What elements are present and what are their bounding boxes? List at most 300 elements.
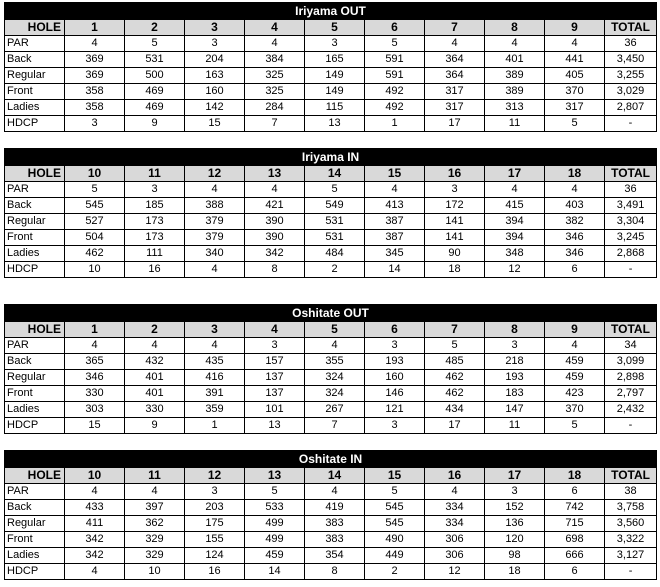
value-cell: 4 (305, 484, 365, 500)
value-cell: 136 (485, 516, 545, 532)
scorecard-oshitate-out (4, 304, 657, 434)
value-cell: 387 (365, 214, 425, 230)
value-cell: 387 (365, 230, 425, 246)
value-cell: 369 (65, 68, 125, 84)
total-cell: - (605, 418, 657, 434)
total-cell: 2,807 (605, 100, 657, 116)
table-row-back (5, 354, 657, 370)
value-cell: 334 (425, 500, 485, 516)
value-cell: 419 (305, 500, 365, 516)
hole-number: 1 (65, 20, 125, 36)
value-cell: 504 (65, 230, 125, 246)
value-cell: 5 (545, 418, 605, 434)
row-label: Regular (5, 214, 65, 230)
total-cell: 3,099 (605, 354, 657, 370)
value-cell: 14 (245, 564, 305, 580)
value-cell: 364 (425, 68, 485, 84)
row-label: Front (5, 532, 65, 548)
course-title: Iriyama IN (5, 149, 657, 166)
total-header: TOTAL (605, 166, 657, 182)
value-cell: 388 (185, 198, 245, 214)
scorecard-iriyama-in (4, 148, 657, 278)
total-cell: 3,758 (605, 500, 657, 516)
value-cell: 193 (485, 370, 545, 386)
value-cell: 462 (425, 386, 485, 402)
total-cell: 2,868 (605, 246, 657, 262)
value-cell: 330 (125, 402, 185, 418)
value-cell: 666 (545, 548, 605, 564)
value-cell: 324 (305, 370, 365, 386)
value-cell: 462 (425, 370, 485, 386)
row-label: Regular (5, 68, 65, 84)
hole-number: 14 (305, 468, 365, 484)
value-cell: 12 (425, 564, 485, 580)
value-cell: 306 (425, 548, 485, 564)
value-cell: 379 (185, 230, 245, 246)
total-cell: 38 (605, 484, 657, 500)
value-cell: 362 (125, 516, 185, 532)
value-cell: 204 (185, 52, 245, 68)
table-row-hdcp (5, 262, 657, 278)
row-label: PAR (5, 36, 65, 52)
hole-number: 8 (485, 322, 545, 338)
value-cell: 149 (305, 68, 365, 84)
value-cell: 124 (185, 548, 245, 564)
value-cell: 370 (545, 402, 605, 418)
value-cell: 324 (305, 386, 365, 402)
value-cell: 6 (545, 564, 605, 580)
value-cell: 3 (485, 484, 545, 500)
value-cell: 492 (365, 100, 425, 116)
value-cell: 203 (185, 500, 245, 516)
value-cell: 527 (65, 214, 125, 230)
value-cell: 157 (245, 354, 305, 370)
value-cell: 459 (245, 548, 305, 564)
value-cell: 137 (245, 370, 305, 386)
row-label: Back (5, 354, 65, 370)
value-cell: 4 (65, 36, 125, 52)
hole-number: 7 (425, 20, 485, 36)
row-label: HDCP (5, 262, 65, 278)
total-header: TOTAL (605, 20, 657, 36)
value-cell: 459 (545, 370, 605, 386)
value-cell: 3 (425, 182, 485, 198)
value-cell: 3 (485, 338, 545, 354)
value-cell: 490 (365, 532, 425, 548)
value-cell: 533 (245, 500, 305, 516)
table-row-par (5, 338, 657, 354)
value-cell: 4 (65, 564, 125, 580)
row-label: Back (5, 52, 65, 68)
value-cell: 435 (185, 354, 245, 370)
total-header: TOTAL (605, 468, 657, 484)
value-cell: 141 (425, 214, 485, 230)
value-cell: 3 (185, 36, 245, 52)
value-cell: 4 (125, 338, 185, 354)
value-cell: 18 (425, 262, 485, 278)
table-row-par (5, 484, 657, 500)
hole-number: 10 (65, 468, 125, 484)
value-cell: 175 (185, 516, 245, 532)
value-cell: 4 (305, 338, 365, 354)
row-label: Front (5, 386, 65, 402)
value-cell: 365 (65, 354, 125, 370)
value-cell: 2 (365, 564, 425, 580)
table-row-par (5, 36, 657, 52)
total-cell: 3,322 (605, 532, 657, 548)
table-row-ladies (5, 402, 657, 418)
total-cell: 36 (605, 36, 657, 52)
value-cell: 141 (425, 230, 485, 246)
row-label: Back (5, 500, 65, 516)
value-cell: 469 (125, 100, 185, 116)
value-cell: 13 (305, 116, 365, 132)
value-cell: 12 (485, 262, 545, 278)
value-cell: 370 (545, 84, 605, 100)
value-cell: 160 (365, 370, 425, 386)
value-cell: 346 (65, 370, 125, 386)
table-row-ladies (5, 548, 657, 564)
value-cell: 121 (365, 402, 425, 418)
hole-number: 3 (185, 322, 245, 338)
course-title: Oshitate IN (5, 451, 657, 468)
total-cell: 3,029 (605, 84, 657, 100)
total-cell: 2,432 (605, 402, 657, 418)
value-cell: 137 (245, 386, 305, 402)
value-cell: 120 (485, 532, 545, 548)
value-cell: 2 (305, 262, 365, 278)
value-cell: 591 (365, 68, 425, 84)
hole-number: 1 (65, 322, 125, 338)
value-cell: 354 (305, 548, 365, 564)
hole-number: 9 (545, 322, 605, 338)
value-cell: 16 (185, 564, 245, 580)
value-cell: 8 (305, 564, 365, 580)
hole-header: HOLE (5, 322, 65, 338)
value-cell: 325 (245, 68, 305, 84)
row-label: Regular (5, 516, 65, 532)
value-cell: 394 (485, 214, 545, 230)
value-cell: 152 (485, 500, 545, 516)
hole-number: 2 (125, 322, 185, 338)
value-cell: 17 (425, 116, 485, 132)
value-cell: 383 (305, 516, 365, 532)
value-cell: 499 (245, 516, 305, 532)
value-cell: 4 (545, 36, 605, 52)
value-cell: 4 (65, 338, 125, 354)
value-cell: 401 (485, 52, 545, 68)
table-row-par (5, 182, 657, 198)
value-cell: 6 (545, 262, 605, 278)
value-cell: 4 (65, 484, 125, 500)
hole-header: HOLE (5, 166, 65, 182)
value-cell: 5 (305, 182, 365, 198)
hole-number: 4 (245, 322, 305, 338)
row-label: Ladies (5, 548, 65, 564)
value-cell: 383 (305, 532, 365, 548)
value-cell: 403 (545, 198, 605, 214)
value-cell: 342 (65, 548, 125, 564)
table-row-back (5, 500, 657, 516)
total-cell: 2,898 (605, 370, 657, 386)
value-cell: 3 (365, 418, 425, 434)
value-cell: 345 (365, 246, 425, 262)
row-label: HDCP (5, 418, 65, 434)
value-cell: 5 (545, 116, 605, 132)
value-cell: 342 (245, 246, 305, 262)
hole-number: 6 (365, 322, 425, 338)
row-label: Ladies (5, 246, 65, 262)
value-cell: 101 (245, 402, 305, 418)
hole-number: 16 (425, 166, 485, 182)
value-cell: 416 (185, 370, 245, 386)
hole-number: 17 (485, 166, 545, 182)
hole-number: 15 (365, 166, 425, 182)
value-cell: 413 (365, 198, 425, 214)
value-cell: 4 (185, 182, 245, 198)
value-cell: 11 (485, 116, 545, 132)
value-cell: 18 (485, 564, 545, 580)
value-cell: 459 (545, 354, 605, 370)
row-label: Back (5, 198, 65, 214)
value-cell: 3 (185, 484, 245, 500)
value-cell: 313 (485, 100, 545, 116)
hole-number: 9 (545, 20, 605, 36)
total-cell: - (605, 116, 657, 132)
value-cell: 15 (65, 418, 125, 434)
value-cell: 5 (365, 484, 425, 500)
header-row (5, 166, 657, 182)
value-cell: 391 (185, 386, 245, 402)
value-cell: 369 (65, 52, 125, 68)
value-cell: 185 (125, 198, 185, 214)
value-cell: 549 (305, 198, 365, 214)
value-cell: 698 (545, 532, 605, 548)
value-cell: 4 (365, 182, 425, 198)
value-cell: 3 (245, 338, 305, 354)
table-row-ladies (5, 246, 657, 262)
value-cell: 90 (425, 246, 485, 262)
value-cell: 441 (545, 52, 605, 68)
row-label: Ladies (5, 402, 65, 418)
scorecard-oshitate-in (4, 450, 657, 580)
value-cell: 8 (245, 262, 305, 278)
value-cell: 4 (545, 182, 605, 198)
hole-number: 14 (305, 166, 365, 182)
value-cell: 13 (245, 418, 305, 434)
value-cell: 389 (485, 84, 545, 100)
table-row-regular (5, 214, 657, 230)
value-cell: 193 (365, 354, 425, 370)
scorecard-iriyama-out (4, 2, 657, 132)
value-cell: 284 (245, 100, 305, 116)
value-cell: 1 (365, 116, 425, 132)
total-cell: 3,245 (605, 230, 657, 246)
value-cell: 492 (365, 84, 425, 100)
total-cell: - (605, 262, 657, 278)
total-cell: 3,491 (605, 198, 657, 214)
value-cell: 173 (125, 214, 185, 230)
hole-number: 13 (245, 166, 305, 182)
value-cell: 334 (425, 516, 485, 532)
value-cell: 5 (65, 182, 125, 198)
row-label: PAR (5, 338, 65, 354)
value-cell: 484 (305, 246, 365, 262)
value-cell: 4 (425, 36, 485, 52)
value-cell: 485 (425, 354, 485, 370)
header-row (5, 20, 657, 36)
value-cell: 155 (185, 532, 245, 548)
value-cell: 147 (485, 402, 545, 418)
value-cell: 4 (425, 484, 485, 500)
value-cell: 142 (185, 100, 245, 116)
value-cell: 3 (125, 182, 185, 198)
value-cell: 545 (365, 516, 425, 532)
value-cell: 401 (125, 370, 185, 386)
hole-number: 15 (365, 468, 425, 484)
hole-number: 10 (65, 166, 125, 182)
value-cell: 415 (485, 198, 545, 214)
value-cell: 390 (245, 230, 305, 246)
value-cell: 531 (305, 214, 365, 230)
value-cell: 6 (545, 484, 605, 500)
course-title: Oshitate OUT (5, 305, 657, 322)
value-cell: 329 (125, 532, 185, 548)
hole-number: 18 (545, 166, 605, 182)
table-row-regular (5, 370, 657, 386)
value-cell: 342 (65, 532, 125, 548)
table-row-back (5, 52, 657, 68)
value-cell: 5 (245, 484, 305, 500)
value-cell: 9 (125, 418, 185, 434)
value-cell: 10 (65, 262, 125, 278)
value-cell: 115 (305, 100, 365, 116)
value-cell: 330 (65, 386, 125, 402)
value-cell: 358 (65, 84, 125, 100)
row-label: Regular (5, 370, 65, 386)
value-cell: 160 (185, 84, 245, 100)
value-cell: 317 (425, 84, 485, 100)
total-cell: - (605, 564, 657, 580)
table-row-regular (5, 516, 657, 532)
value-cell: 499 (245, 532, 305, 548)
value-cell: 432 (125, 354, 185, 370)
table-row-hdcp (5, 564, 657, 580)
value-cell: 346 (545, 246, 605, 262)
row-label: Ladies (5, 100, 65, 116)
value-cell: 742 (545, 500, 605, 516)
row-label: HDCP (5, 564, 65, 580)
value-cell: 163 (185, 68, 245, 84)
hole-number: 18 (545, 468, 605, 484)
value-cell: 303 (65, 402, 125, 418)
table-row-back (5, 198, 657, 214)
row-label: HDCP (5, 116, 65, 132)
total-cell: 3,560 (605, 516, 657, 532)
hole-number: 11 (125, 166, 185, 182)
value-cell: 1 (185, 418, 245, 434)
value-cell: 348 (485, 246, 545, 262)
row-label: PAR (5, 182, 65, 198)
value-cell: 183 (485, 386, 545, 402)
value-cell: 390 (245, 214, 305, 230)
value-cell: 394 (485, 230, 545, 246)
value-cell: 715 (545, 516, 605, 532)
value-cell: 306 (425, 532, 485, 548)
hole-number: 2 (125, 20, 185, 36)
value-cell: 7 (305, 418, 365, 434)
hole-number: 12 (185, 468, 245, 484)
table-row-front (5, 84, 657, 100)
total-cell: 3,255 (605, 68, 657, 84)
value-cell: 17 (425, 418, 485, 434)
value-cell: 384 (245, 52, 305, 68)
value-cell: 531 (125, 52, 185, 68)
total-cell: 36 (605, 182, 657, 198)
value-cell: 4 (125, 484, 185, 500)
hole-number: 11 (125, 468, 185, 484)
value-cell: 3 (365, 338, 425, 354)
value-cell: 364 (425, 52, 485, 68)
value-cell: 4 (245, 182, 305, 198)
value-cell: 4 (485, 182, 545, 198)
table-row-hdcp (5, 116, 657, 132)
value-cell: 545 (365, 500, 425, 516)
hole-number: 4 (245, 20, 305, 36)
value-cell: 146 (365, 386, 425, 402)
total-header: TOTAL (605, 322, 657, 338)
value-cell: 389 (485, 68, 545, 84)
value-cell: 500 (125, 68, 185, 84)
value-cell: 149 (305, 84, 365, 100)
row-label: PAR (5, 484, 65, 500)
table-row-front (5, 532, 657, 548)
value-cell: 15 (185, 116, 245, 132)
value-cell: 10 (125, 564, 185, 580)
value-cell: 325 (245, 84, 305, 100)
value-cell: 7 (245, 116, 305, 132)
value-cell: 421 (245, 198, 305, 214)
header-row (5, 322, 657, 338)
value-cell: 379 (185, 214, 245, 230)
value-cell: 218 (485, 354, 545, 370)
total-cell: 3,127 (605, 548, 657, 564)
total-cell: 34 (605, 338, 657, 354)
hole-number: 17 (485, 468, 545, 484)
table-row-hdcp (5, 418, 657, 434)
hole-header: HOLE (5, 468, 65, 484)
value-cell: 14 (365, 262, 425, 278)
value-cell: 531 (305, 230, 365, 246)
row-label: Front (5, 84, 65, 100)
value-cell: 98 (485, 548, 545, 564)
table-row-front (5, 230, 657, 246)
value-cell: 423 (545, 386, 605, 402)
value-cell: 4 (185, 338, 245, 354)
value-cell: 397 (125, 500, 185, 516)
value-cell: 165 (305, 52, 365, 68)
value-cell: 173 (125, 230, 185, 246)
value-cell: 317 (545, 100, 605, 116)
value-cell: 16 (125, 262, 185, 278)
value-cell: 4 (485, 36, 545, 52)
value-cell: 317 (425, 100, 485, 116)
hole-header: HOLE (5, 20, 65, 36)
value-cell: 5 (365, 36, 425, 52)
row-label: Front (5, 230, 65, 246)
value-cell: 329 (125, 548, 185, 564)
value-cell: 545 (65, 198, 125, 214)
